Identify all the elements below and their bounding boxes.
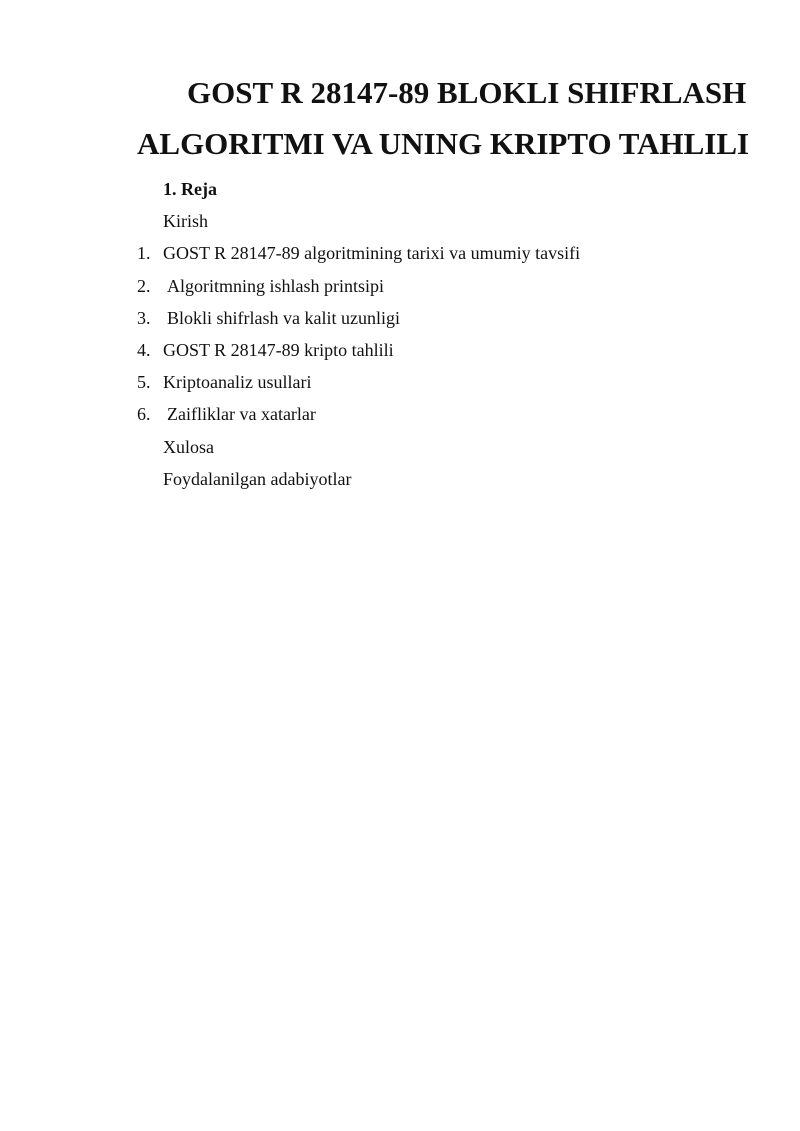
toc-conclusion: Xulosa: [163, 437, 214, 457]
toc-references: Foydalanilgan adabiyotlar: [163, 469, 352, 489]
toc-item-text: Blokli shifrlash va kalit uzunligi: [167, 308, 400, 328]
toc-item-number: 5.: [137, 372, 151, 392]
toc-item-number: 6.: [137, 404, 151, 424]
toc-item-text: Zaifliklar va xatarlar: [167, 404, 316, 424]
toc-item-text: Kriptoanaliz usullari: [163, 372, 312, 392]
toc-item-number: 2.: [137, 276, 151, 296]
plan-heading: 1. Reja: [163, 179, 217, 199]
toc-item-text: GOST R 28147-89 kripto tahlili: [163, 340, 394, 360]
toc-item-number: 1.: [137, 243, 151, 263]
toc-item-number: 3.: [137, 308, 151, 328]
toc-intro: Kirish: [163, 211, 208, 231]
toc-item-number: 4.: [137, 340, 151, 360]
toc-item-text: GOST R 28147-89 algoritmining tarixi va umumiy tavsifi: [163, 243, 581, 263]
toc-item-text: Algoritmning ishlash printsipi: [167, 276, 385, 296]
document-title-line-2: ALGORITMI VA UNING KRIPTO TAHLILI: [137, 126, 750, 161]
document-title-line-1: GOST R 28147-89 BLOKLI SHIFRLASH: [187, 75, 747, 110]
